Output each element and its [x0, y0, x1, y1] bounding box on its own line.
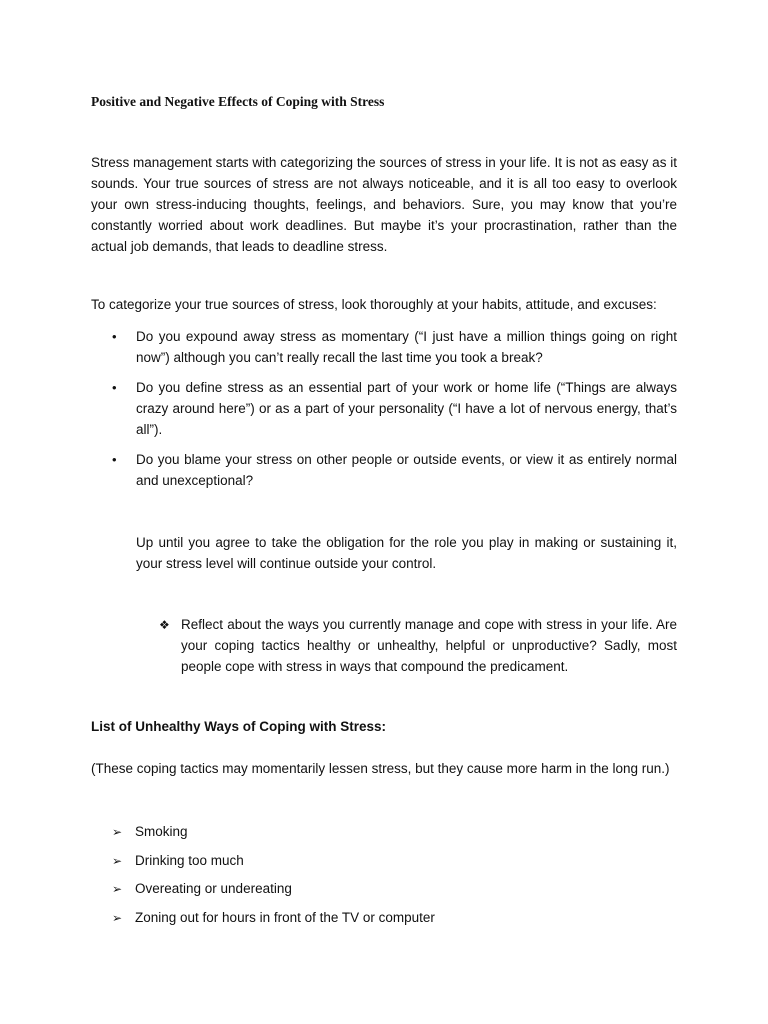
obligation-paragraph: Up until you agree to take the obligation for the role you play in making or sustaining it, your stress level will continue outside your control.: [136, 535, 677, 571]
list-item-text: Smoking: [135, 824, 188, 839]
document-title: Positive and Negative Effects of Coping with Stress: [91, 94, 385, 109]
arrow-bullet-icon: ➢: [112, 882, 123, 896]
list-item-text: Do you define stress as an essential part of your work or home life (“Things are always crazy around here”) or as a part of your personality (“I have a lot of nervous energy, that’s all”).: [136, 380, 677, 437]
list-item-text: Drinking too much: [135, 852, 244, 868]
list-item: [91, 377, 677, 440]
diamond-bullet-icon: ❖: [159, 618, 170, 632]
bullet-icon: •: [112, 380, 117, 395]
unhealthy-ways-list: [112, 822, 672, 936]
reflect-list-item: [159, 614, 677, 677]
bullet-icon: •: [112, 329, 117, 344]
arrow-bullet-icon: ➢: [112, 910, 123, 925]
unhealthy-ways-heading: List of Unhealthy Ways of Coping with Stress:: [91, 719, 387, 734]
bullet-icon: •: [112, 452, 117, 467]
question-bullet-list: [91, 326, 677, 500]
arrow-bullet-icon: ➢: [112, 853, 123, 868]
list-item-text: Zoning out for hours in front of the TV or computer: [135, 909, 435, 925]
list-item: [91, 326, 677, 368]
list-item-text: Overeating or undereating: [135, 881, 292, 896]
list-item: [112, 908, 672, 928]
list-item: [112, 851, 672, 871]
list-item: [112, 822, 672, 842]
list-item: [112, 879, 672, 899]
categorize-paragraph: To categorize your true sources of stress, look thoroughly at your habits, attitude, and excuses:: [91, 297, 657, 312]
list-item-text: Do you blame your stress on other people or outside events, or view it as entirely normal and unexceptional?: [136, 452, 677, 488]
list-item-text: Do you expound away stress as momentary (“I just have a million things going on right now”) although you can’t really recall the last time you took a break?: [136, 329, 677, 365]
intro-paragraph: Stress management starts with categorizing the sources of stress in your life. It is not as easy as it sounds. Your true sources of stress are not always noticeable, and it is all too easy to overlook your own stress-inducing thoughts, feelings, and behaviors. Sure, you may know that you’re constantly worried about work deadlines. But maybe it’s your procrastination, rather than the actual job demands, that leads to deadline stress.: [91, 155, 677, 254]
arrow-bullet-icon: ➢: [112, 825, 123, 839]
list-item: [91, 449, 677, 491]
coping-tactics-note: (These coping tactics may momentarily lessen stress, but they cause more harm in the long run.): [91, 761, 670, 776]
reflect-text: Reflect about the ways you currently manage and cope with stress in your life. Are your coping tactics healthy or unhealthy, helpful or unproductive? Sadly, most people cope with stress in ways that compound the predicament.: [181, 617, 677, 674]
